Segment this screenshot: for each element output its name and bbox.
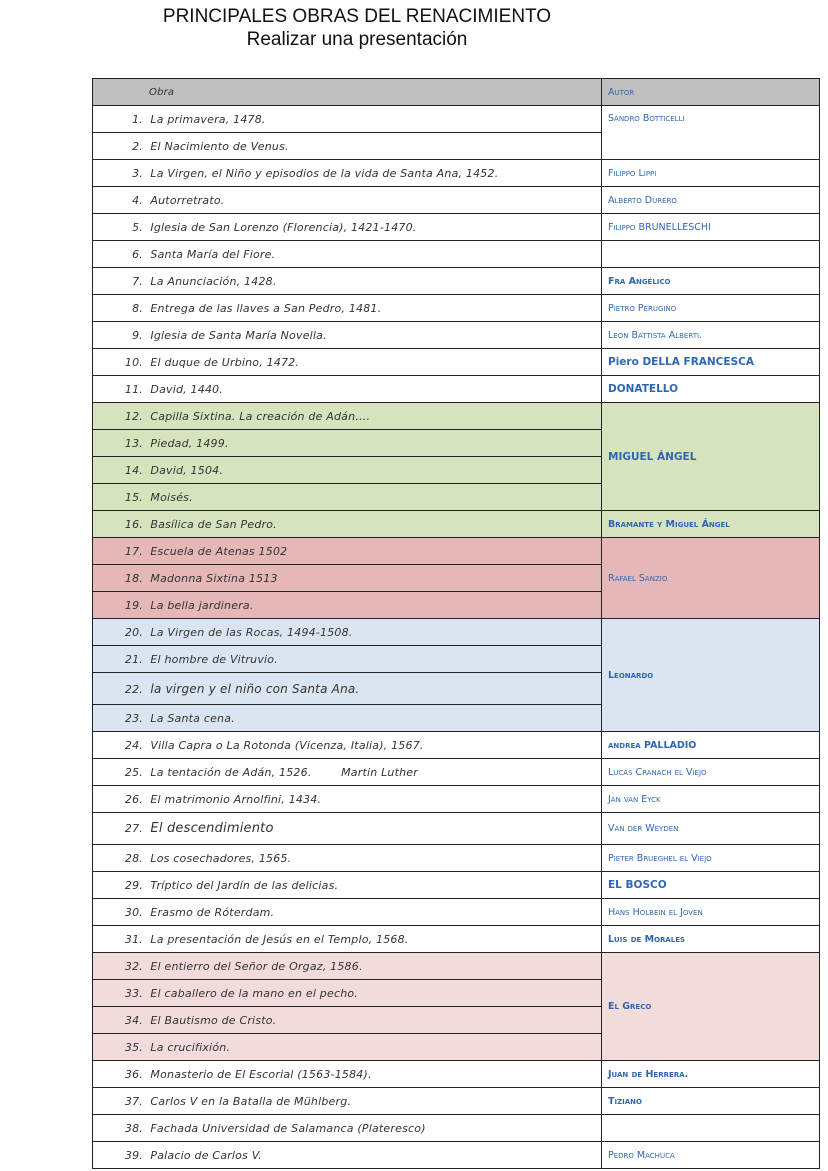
autor-cell: Van der Weyden bbox=[602, 813, 820, 845]
obra-cell bbox=[93, 1115, 602, 1142]
row-number: 19. bbox=[124, 598, 143, 612]
obra-cell bbox=[93, 786, 602, 813]
autor-cell bbox=[602, 241, 820, 268]
obra-cell bbox=[93, 160, 602, 187]
row-number: 26. bbox=[124, 792, 143, 806]
autor-cell: Pedro Machuca bbox=[602, 1142, 820, 1169]
table-row bbox=[93, 786, 820, 813]
obra-cell bbox=[93, 953, 602, 980]
obra-title: Santa María del Fiore. bbox=[150, 247, 276, 261]
obra-cell bbox=[93, 457, 602, 484]
obra-title: Tríptico del Jardín de las delicias. bbox=[150, 878, 339, 892]
table-row bbox=[93, 268, 820, 295]
autor-cell: El Greco bbox=[602, 953, 820, 1061]
obra-cell bbox=[93, 241, 602, 268]
autor-cell: Leonardo bbox=[602, 619, 820, 732]
row-number: 8. bbox=[132, 301, 143, 315]
obra-cell bbox=[93, 430, 602, 457]
table-row bbox=[93, 872, 820, 899]
obra-title: La primavera, 1478. bbox=[150, 112, 266, 126]
obra-title: Villa Capra o La Rotonda (Vicenza, Italia), 1567. bbox=[150, 738, 424, 752]
table-row bbox=[93, 1088, 820, 1115]
obra-title: Capilla Sixtina. La creación de Adán…. bbox=[150, 409, 371, 423]
table-row bbox=[93, 187, 820, 214]
table-row bbox=[93, 349, 820, 376]
table-header-row bbox=[93, 79, 820, 106]
autor-cell: Sandro Botticelli bbox=[602, 106, 820, 160]
table-row bbox=[93, 403, 820, 430]
row-number: 32. bbox=[124, 959, 143, 973]
obra-cell bbox=[93, 1034, 602, 1061]
page-subtitle: Realizar una presentación bbox=[246, 29, 468, 50]
row-number: 29. bbox=[124, 878, 143, 892]
table-row bbox=[93, 322, 820, 349]
obra-title: La Anunciación, 1428. bbox=[150, 274, 277, 288]
row-number: 23. bbox=[124, 711, 143, 725]
table-row bbox=[93, 759, 820, 786]
obra-cell bbox=[93, 732, 602, 759]
obra-cell bbox=[93, 872, 602, 899]
row-number: 21. bbox=[124, 652, 143, 666]
row-number: 34. bbox=[124, 1013, 143, 1027]
obra-title: Iglesia de San Lorenzo (Florencia), 1421-1470. bbox=[150, 220, 417, 234]
obra-title: Fachada Universidad de Salamanca (Plateresco) bbox=[150, 1121, 426, 1135]
obra-cell bbox=[93, 376, 602, 403]
page-title: PRINCIPALES OBRAS DEL RENACIMIENTO bbox=[162, 6, 552, 27]
obra-title: La Virgen de las Rocas, 1494-1508. bbox=[150, 625, 353, 639]
obra-title: Entrega de las llaves a San Pedro, 1481. bbox=[150, 301, 382, 315]
obra-title: La tentación de Adán, 1526. Martin Luther bbox=[150, 765, 418, 779]
obra-title: La crucifixión. bbox=[150, 1040, 231, 1054]
row-number: 39. bbox=[124, 1148, 143, 1162]
obra-title: Madonna Sixtina 1513 bbox=[150, 571, 278, 585]
obra-cell bbox=[93, 1088, 602, 1115]
obra-cell bbox=[93, 1007, 602, 1034]
obra-cell bbox=[93, 592, 602, 619]
obra-cell bbox=[93, 511, 602, 538]
obra-cell bbox=[93, 349, 602, 376]
table-row bbox=[93, 813, 820, 845]
row-number: 33. bbox=[124, 986, 143, 1000]
obra-cell bbox=[93, 899, 602, 926]
table-row bbox=[93, 160, 820, 187]
obra-cell bbox=[93, 673, 602, 705]
obra-title: Carlos V en la Batalla de Mühlberg. bbox=[150, 1094, 352, 1108]
obra-cell bbox=[93, 484, 602, 511]
row-number: 30. bbox=[124, 905, 143, 919]
table-row bbox=[93, 619, 820, 646]
table-row bbox=[93, 1142, 820, 1169]
obra-title: El caballero de la mano en el pecho. bbox=[150, 986, 358, 1000]
obra-cell bbox=[93, 705, 602, 732]
obra-cell bbox=[93, 759, 602, 786]
obra-title: El Nacimiento de Venus. bbox=[150, 139, 289, 153]
autor-cell: EL BOSCO bbox=[602, 872, 820, 899]
obra-cell bbox=[93, 619, 602, 646]
obra-cell bbox=[93, 926, 602, 953]
autor-cell: MIGUEL ÁNGEL bbox=[602, 403, 820, 511]
autor-cell: Hans Holbein el Joven bbox=[602, 899, 820, 926]
obra-title: El duque de Urbino, 1472. bbox=[150, 355, 300, 369]
row-number: 9. bbox=[132, 328, 143, 342]
row-number: 18. bbox=[124, 571, 143, 585]
obra-cell bbox=[93, 187, 602, 214]
table-row bbox=[93, 295, 820, 322]
row-number: 11. bbox=[124, 382, 143, 396]
obra-title: El hombre de Vitruvio. bbox=[150, 652, 278, 666]
row-number: 31. bbox=[124, 932, 143, 946]
row-number: 4. bbox=[132, 193, 143, 207]
row-number: 24. bbox=[124, 738, 143, 752]
autor-cell: DONATELLO bbox=[602, 376, 820, 403]
obra-cell bbox=[93, 403, 602, 430]
autor-cell bbox=[602, 1115, 820, 1142]
obra-title: Escuela de Atenas 1502 bbox=[150, 544, 288, 558]
row-number: 16. bbox=[124, 517, 143, 531]
obra-title: Palacio de Carlos V. bbox=[150, 1148, 262, 1162]
obra-title: Basílica de San Pedro. bbox=[150, 517, 277, 531]
table-row bbox=[93, 538, 820, 565]
table-row bbox=[93, 511, 820, 538]
obra-cell bbox=[93, 1142, 602, 1169]
obra-cell bbox=[93, 646, 602, 673]
obra-cell bbox=[93, 268, 602, 295]
obra-cell bbox=[93, 295, 602, 322]
obra-cell bbox=[93, 980, 602, 1007]
row-number: 12. bbox=[124, 409, 143, 423]
table-row bbox=[93, 376, 820, 403]
row-number: 7. bbox=[132, 274, 143, 288]
row-number: 6. bbox=[132, 247, 143, 261]
obra-cell bbox=[93, 845, 602, 872]
row-number: 25. bbox=[124, 765, 143, 779]
obra-title: Los cosechadores, 1565. bbox=[150, 851, 292, 865]
autor-cell: Lucas Cranach el Viejo bbox=[602, 759, 820, 786]
autor-cell: Rafael Sanzio bbox=[602, 538, 820, 619]
obra-title: El matrimonio Arnolfini, 1434. bbox=[150, 792, 322, 806]
obra-cell bbox=[93, 106, 602, 133]
obra-title: La Santa cena. bbox=[150, 711, 235, 725]
obra-title: Autorretrato. bbox=[150, 193, 225, 207]
column-header-obra: Obra bbox=[93, 79, 602, 106]
autor-cell: Piero DELLA FRANCESCA bbox=[602, 349, 820, 376]
obra-title: El descendimiento bbox=[150, 821, 274, 836]
table-row bbox=[93, 241, 820, 268]
row-number: 22. bbox=[124, 682, 143, 696]
obra-title: Moisés. bbox=[150, 490, 193, 504]
table-row bbox=[93, 214, 820, 241]
obra-cell bbox=[93, 322, 602, 349]
autor-cell: Fra Angélico bbox=[602, 268, 820, 295]
row-number: 35. bbox=[124, 1040, 143, 1054]
table-row bbox=[93, 953, 820, 980]
obra-title: El entierro del Señor de Orgaz, 1586. bbox=[150, 959, 363, 973]
obra-title: Monasterio de El Escorial (1563-1584). bbox=[150, 1067, 372, 1081]
obra-title: la virgen y el niño con Santa Ana. bbox=[150, 681, 360, 696]
obra-title: Erasmo de Róterdam. bbox=[150, 905, 275, 919]
row-number: 17. bbox=[124, 544, 143, 558]
obra-cell bbox=[93, 133, 602, 160]
autor-cell: Filippo Lippi bbox=[602, 160, 820, 187]
row-number: 1. bbox=[132, 112, 143, 126]
obra-title: El Bautismo de Cristo. bbox=[150, 1013, 277, 1027]
obra-title: David, 1504. bbox=[150, 463, 224, 477]
row-number: 2. bbox=[132, 139, 143, 153]
autor-cell: andrea PALLADIO bbox=[602, 732, 820, 759]
autor-cell: Tiziano bbox=[602, 1088, 820, 1115]
row-number: 3. bbox=[132, 166, 143, 180]
obra-title: Iglesia de Santa María Novella. bbox=[150, 328, 327, 342]
row-number: 20. bbox=[124, 625, 143, 639]
table-row bbox=[93, 845, 820, 872]
obra-title: Piedad, 1499. bbox=[150, 436, 229, 450]
row-number: 15. bbox=[124, 490, 143, 504]
autor-cell: Pietro Perugino bbox=[602, 295, 820, 322]
row-number: 27. bbox=[124, 822, 143, 835]
table-row bbox=[93, 1061, 820, 1088]
row-number: 36. bbox=[124, 1067, 143, 1081]
row-number: 5. bbox=[132, 220, 143, 234]
obra-cell bbox=[93, 214, 602, 241]
obras-table bbox=[92, 78, 820, 1169]
table-row bbox=[93, 926, 820, 953]
obra-cell bbox=[93, 1061, 602, 1088]
table-row bbox=[93, 899, 820, 926]
autor-cell: Pieter Brueghel el Viejo bbox=[602, 845, 820, 872]
row-number: 28. bbox=[124, 851, 143, 865]
autor-cell: Juan de Herrera. bbox=[602, 1061, 820, 1088]
autor-cell: Leon Battista Alberti. bbox=[602, 322, 820, 349]
row-number: 38. bbox=[124, 1121, 143, 1135]
autor-cell: Alberto Durero bbox=[602, 187, 820, 214]
obra-cell bbox=[93, 538, 602, 565]
column-header-autor: Autor bbox=[602, 79, 820, 106]
autor-cell: Luis de Morales bbox=[602, 926, 820, 953]
table-row bbox=[93, 106, 820, 133]
obra-cell bbox=[93, 813, 602, 845]
table-row bbox=[93, 1115, 820, 1142]
obra-title: David, 1440. bbox=[150, 382, 224, 396]
row-number: 14. bbox=[124, 463, 143, 477]
table-row bbox=[93, 732, 820, 759]
obra-title: La bella jardinera. bbox=[150, 598, 254, 612]
obra-title: La Virgen, el Niño y episodios de la vida de Santa Ana, 1452. bbox=[150, 166, 499, 180]
obra-cell bbox=[93, 565, 602, 592]
autor-cell: Filippo BRUNELLESCHI bbox=[602, 214, 820, 241]
row-number: 10. bbox=[124, 355, 143, 369]
row-number: 37. bbox=[124, 1094, 143, 1108]
row-number: 13. bbox=[124, 436, 143, 450]
obra-title: La presentación de Jesús en el Templo, 1568. bbox=[150, 932, 409, 946]
autor-cell: Jan van Eyck bbox=[602, 786, 820, 813]
autor-cell: Bramante y Miguel Ángel bbox=[602, 511, 820, 538]
